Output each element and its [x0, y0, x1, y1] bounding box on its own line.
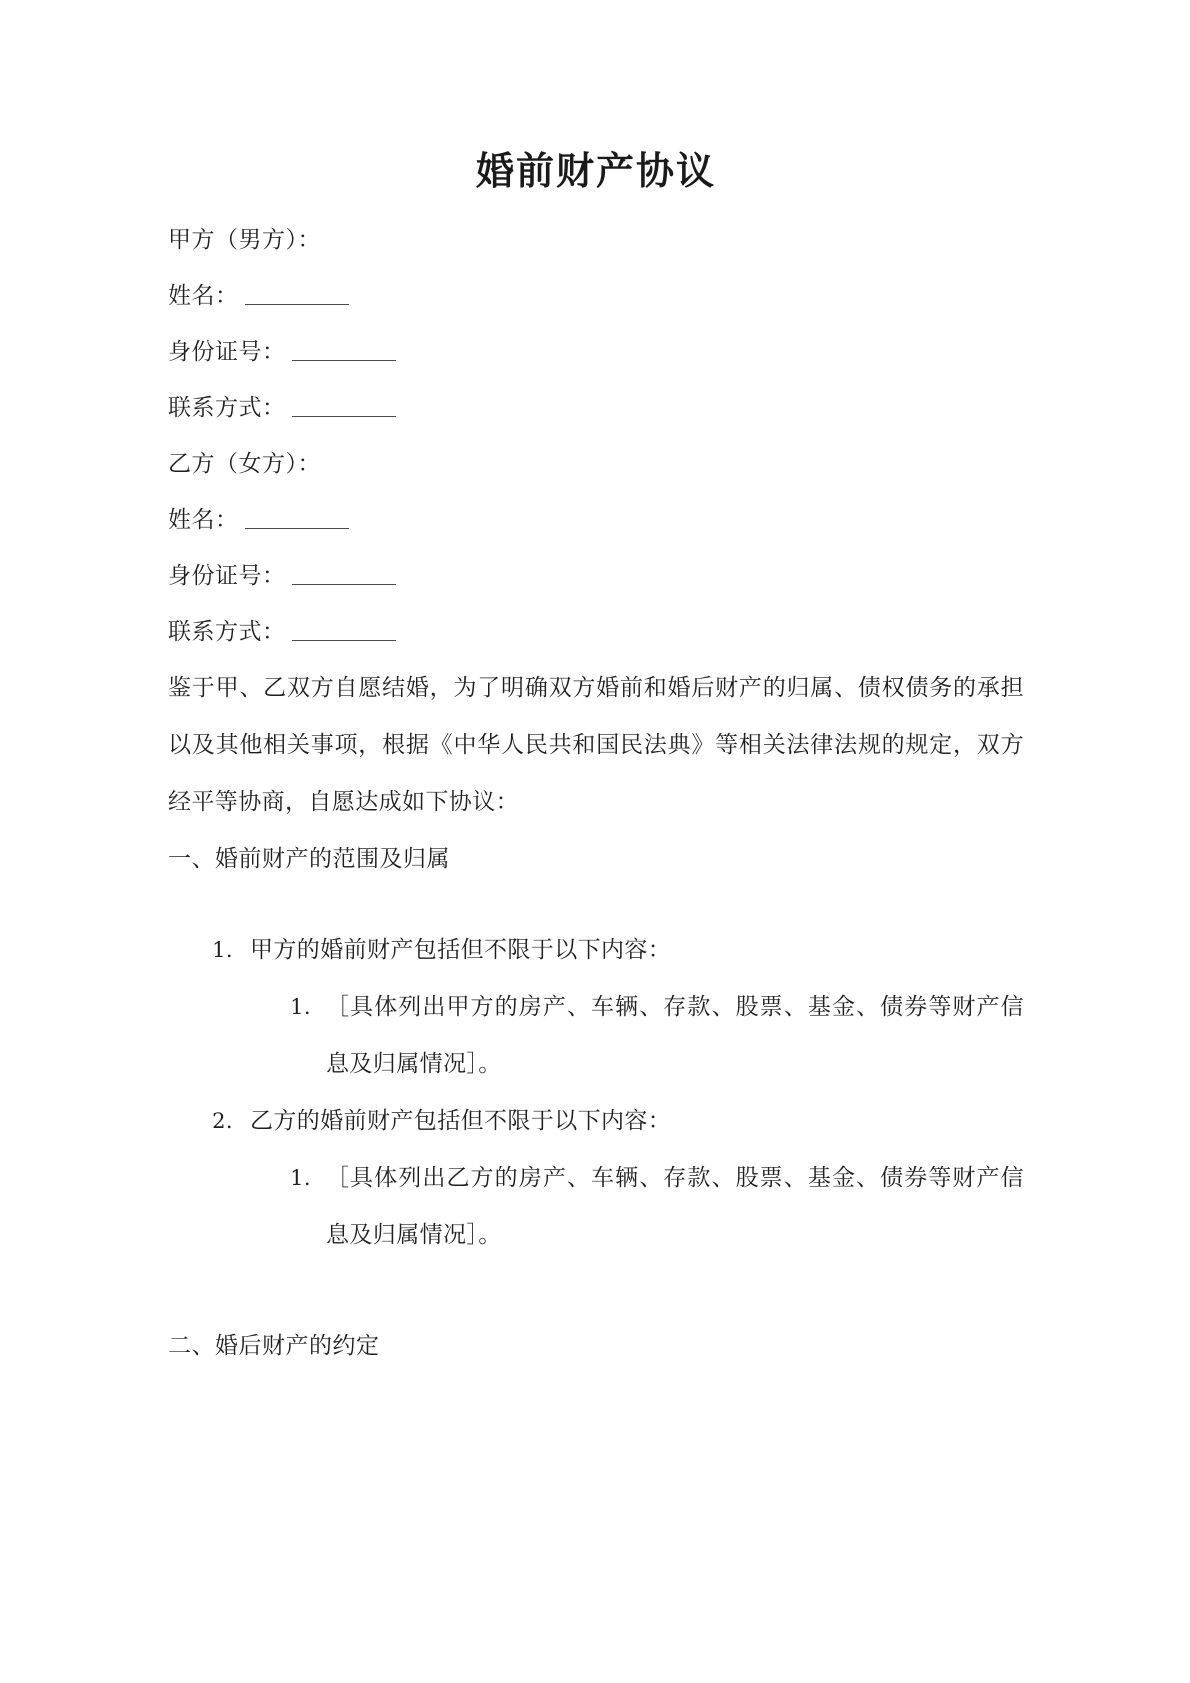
party-b-heading: 乙方（女方）： [168, 450, 321, 477]
party-a-id-input[interactable] [292, 340, 396, 361]
party-b-name-input[interactable] [245, 508, 349, 529]
list-item-text: 1. ［具体列出甲方的房产、车辆、存款、股票、基金、债券等财产信息及归属情况］。 [326, 993, 1024, 1077]
section-one-gap [168, 888, 1024, 922]
party-b-name-row [168, 492, 1024, 548]
section-one-sublist-b [250, 1150, 1024, 1264]
party-a-contact-row [168, 380, 1024, 436]
party-b-id-input[interactable] [292, 564, 396, 585]
party-a-heading: 甲方（男方）： [168, 226, 321, 253]
party-b-id-label: 身份证号： [168, 562, 286, 589]
page-title: 婚前财产协议 [475, 148, 716, 193]
section-one [168, 831, 1024, 1264]
title-spacer [168, 194, 1024, 212]
party-a-block [168, 212, 1024, 436]
party-b-id-row [168, 548, 1024, 604]
section-two-heading: 二、婚后财产的约定 [168, 1332, 380, 1359]
party-b-contact-row [168, 604, 1024, 660]
list-item [318, 979, 1024, 1093]
section-one-heading: 一、婚前财产的范围及归属 [168, 845, 450, 872]
list-item [240, 922, 1024, 1093]
section-one-list [168, 922, 1024, 1264]
party-a-id-label: 身份证号： [168, 338, 286, 365]
party-b-name-label: 姓名： [168, 506, 239, 533]
party-b-block [168, 436, 1024, 660]
section-one-sublist-a [250, 979, 1024, 1093]
preamble-paragraph: 鉴于甲、乙双方自愿结婚，为了明确双方婚前和婚后财产的归属、债权债务的承担以及其他相关事项，根据《中华人民共和国民法典》等相关法律法规的规定，双方经平等协商，自愿达成如下协议： [168, 674, 1024, 815]
party-a-contact-label: 联系方式： [168, 394, 286, 421]
party-a-id-row [168, 324, 1024, 380]
party-a-contact-input[interactable] [292, 396, 396, 417]
list-item [240, 1093, 1024, 1264]
party-b-contact-label: 联系方式： [168, 618, 286, 645]
document-body [168, 0, 1024, 1375]
section-two-gap [168, 1264, 1024, 1318]
party-a-name-input[interactable] [245, 284, 349, 305]
list-item-text: 1. ［具体列出乙方的房产、车辆、存款、股票、基金、债券等财产信息及归属情况］。 [326, 1164, 1024, 1248]
party-a-name-label: 姓名： [168, 282, 239, 309]
section-two [168, 1318, 1024, 1375]
list-item [318, 1150, 1024, 1264]
party-b-contact-input[interactable] [292, 620, 396, 641]
list-item-text: 乙方的婚前财产包括但不限于以下内容： [250, 1107, 672, 1134]
party-a-name-row [168, 268, 1024, 324]
list-item-text: 甲方的婚前财产包括但不限于以下内容： [250, 936, 672, 963]
